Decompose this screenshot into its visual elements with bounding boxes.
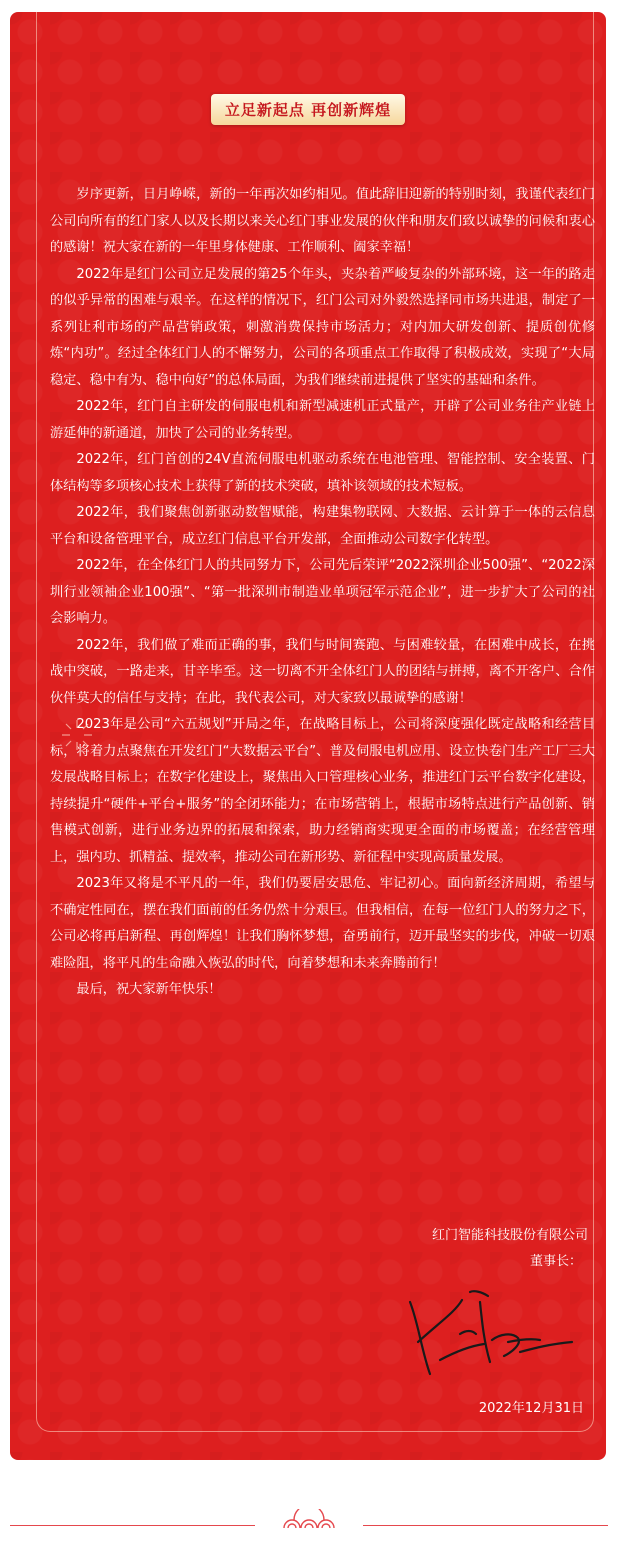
paragraph: 2023年又将是不平凡的一年，我们仍要居安思危、牢记初心。面向新经济周期，希望与不确定性同在，摆在我们面前的任务仍然十分艰巨。但我相信，在每一位红门人的努力之下，公司必将再启新程、再创辉煌！让我们胸怀梦想，奋勇前行，迈开最坚实的步伐，冲破一切艰难险阻，将平凡的生命融入恢弘的时代，向着梦想和未来奔腾前行！ <box>50 876 595 971</box>
auspicious-cloud-icon <box>280 1509 338 1529</box>
page-title: 立足新起点 再创新辉煌 <box>211 94 405 125</box>
handwritten-signature <box>400 1282 580 1382</box>
letter-card <box>10 12 606 1460</box>
paragraph: 最后，祝大家新年快乐！ <box>76 982 222 997</box>
letter-body <box>50 182 595 1004</box>
paragraph: 2022年，红门自主研发的伺服电机和新型减速机正式量产，开辟了公司业务往产业链上游延伸的新通道，加快了公司的业务转型。 <box>50 399 595 441</box>
footer-divider <box>10 1525 608 1526</box>
paragraph: 2022年，我们聚焦创新驱动数智赋能，构建集物联网、大数据、云计算于一体的云信息平台和设备管理平台，成立红门信息平台开发部，全面推动公司数字化转型。 <box>50 505 595 547</box>
paragraph: 2022年，红门首创的24V直流伺服电机驱动系统在电池管理、智能控制、安全装置、门体结构等多项核心技术上获得了新的技术突破，填补该领域的技术短板。 <box>50 452 595 494</box>
letter-date: 2022年12月31日 <box>478 1401 584 1416</box>
firework-icon <box>60 718 94 752</box>
title-area <box>10 94 606 125</box>
paragraph: 岁序更新，日月峥嵘，新的一年再次如约相见。值此辞旧迎新的特别时刻，我谨代表红门公司向所有的红门家人以及长期以来关心红门事业发展的伙伴和朋友们致以诚挚的问候和衷心的感谢！祝大家在新的一年里身体健康、工作顺利、阖家幸福！ <box>50 187 595 255</box>
divider-line-right <box>363 1525 608 1526</box>
company-name: 红门智能科技股份有限公司 <box>431 1228 588 1243</box>
paragraph: 2022年，我们做了难而正确的事，我们与时间赛跑、与困难较量，在困难中成长，在挑战中突破，一路走来，甘辛毕至。这一切离不开全体红门人的团结与拼搏，离不开客户、合作伙伴莫大的信任与支持；在此，我代表公司，对大家致以最诚挚的感谢！ <box>50 637 595 706</box>
paragraph: 2023年是公司“六五规划”开局之年，在战略目标上，公司将深度强化既定战略和经营目标，将着力点聚焦在开发红门“大数据云平台”、普及伺服电机应用、设立快卷门生产工厂三大发展战略目标上；在数字化建设上，聚焦出入口管理核心业务，推进红门云平台数字化建设，持续提升“硬件+平台+服务”的全闭环能力；在市场营销上，根据市场特点进行产品创新、销售模式创新，进行业务边界的拓展和探索，助力经销商实现更全面的市场覆盖；在经营管理上，强内功、抓精益、提效率，推动公司在新形势、新征程中实现高质量发展。 <box>50 717 595 865</box>
paragraph: 2022年是红门公司立足发展的第25个年头，夹杂着严峻复杂的外部环境，这一年的路走的似乎异常的困难与艰辛。在这样的情况下，红门公司对外毅然选择同市场共进退，制定了一系列让利市场的产品营销政策，刺激消费保持市场活力；对内加大研发创新、提质创优修炼“内功”。经过全体红门人的不懈努力，公司的各项重点工作取得了积极成效，实现了“大局稳定、稳中有为、稳中向好”的总体局面，为我们继续前进提供了坚实的基础和条件。 <box>50 266 595 388</box>
chairman-label: 董事长： <box>529 1254 582 1269</box>
divider-line-left <box>10 1525 255 1526</box>
paragraph: 2022年，在全体红门人的共同努力下，公司先后荣评“2022深圳企业500强”、“2022深圳行业领袖企业100强”、“第一批深圳市制造业单项冠军示范企业”，进一步扩大了公司的社会影响力。 <box>50 558 595 626</box>
